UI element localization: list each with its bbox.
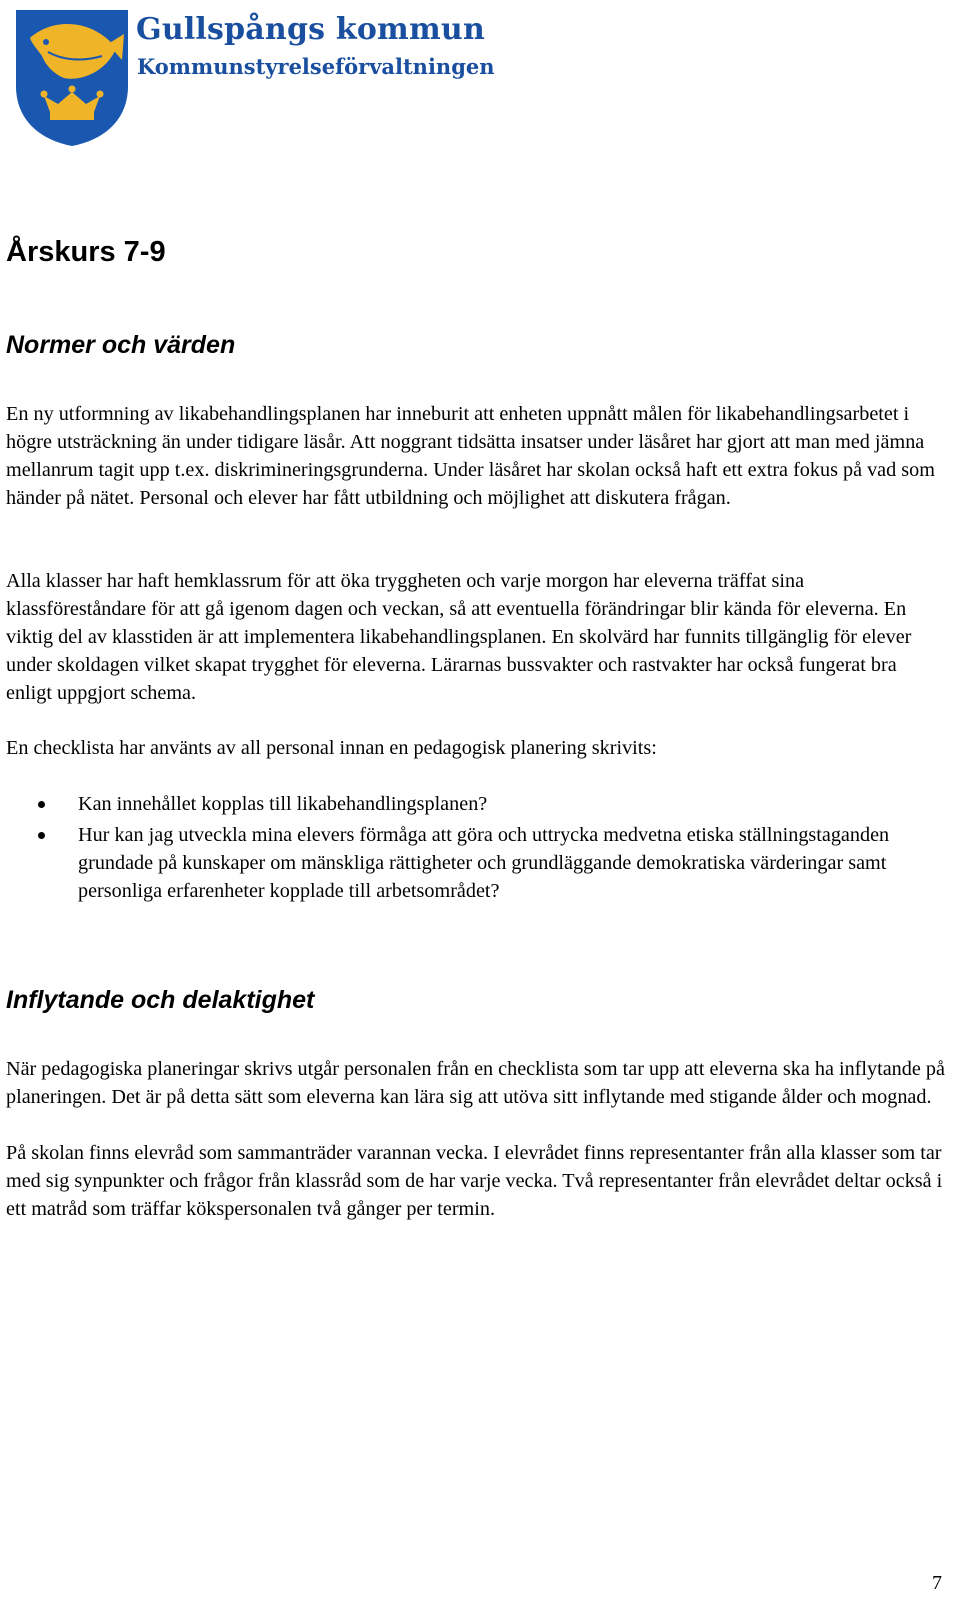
paragraph: En checklista har använts av all personal innan en pedagogisk planering skrivits: — [6, 737, 657, 759]
page-number: 7 — [932, 1572, 942, 1594]
list-item — [0, 790, 950, 818]
section-heading-inflytande: Inflytande och delaktighet — [6, 986, 315, 1014]
organization-name: Gullspångs kommun — [136, 12, 485, 47]
bullet-icon — [38, 801, 45, 808]
paragraph: På skolan finns elevråd som sammanträder varannan vecka. I elevrådet finns representanter från alla klasser som tar med sig synpunkter och frågor från klassråd som de har varje vecka. Två representanter från elevrådet deltar också i ett matråd som träffar kökspersonalen två gånger per termin. — [6, 1142, 943, 1220]
list-item-text: Hur kan jag utveckla mina elevers förmåga att göra och uttrycka medvetna etiska ställningstaganden grundade på kunskaper om mänskliga rättigheter och grundläggande demokratiska värderingar samt personliga erfarenheter kopplade till arbetsområdet? — [78, 824, 890, 902]
checklist — [0, 790, 950, 908]
page-title: Årskurs 7-9 — [6, 236, 166, 268]
bullet-icon — [38, 832, 45, 839]
section-heading-normer: Normer och värden — [6, 331, 236, 359]
paragraph: En ny utformning av likabehandlingsplanen har inneburit att enheten uppnått målen för likabehandlingsarbetet i högre utsträckning än under tidigare läsår. Att noggrant tidsätta insatser under läsåret har gjort att man med jämna mellanrum tagit upp t.ex. diskrimineringsgrunderna. Under läsåret har skolan också haft ett extra fokus på vad som händer på nätet. Personal och elever har fått utbildning och möjlighet att diskutera frågan. — [6, 403, 935, 509]
paragraph: När pedagogiska planeringar skrivs utgår personalen från en checklista som tar upp att eleverna ska ha inflytande på planeringen. Det är på detta sätt som eleverna kan lära sig att utöva sitt inflytande med stigande ålder och mognad. — [6, 1058, 945, 1108]
list-item — [0, 821, 950, 905]
letterhead — [8, 8, 608, 148]
paragraph: Alla klasser har haft hemklassrum för att öka tryggheten och varje morgon har eleverna träffat sina klassföreståndare för att gå igenom dagen och veckan, så att eventuella förändringar blir kända för eleverna. En viktig del av klasstiden är att implementera likabehandlingsplanen. En skolvärd har funnits tillgänglig för elever under skoldagen vilket skapat trygghet för eleverna. Lärarnas bussvakter och rastvakter har också fungerat bra enligt uppgjort schema. — [6, 570, 912, 704]
department-name: Kommunstyrelseförvaltningen — [137, 54, 495, 79]
municipal-crest-icon — [12, 8, 132, 148]
list-item-text: Kan innehållet kopplas till likabehandlingsplanen? — [78, 793, 488, 815]
